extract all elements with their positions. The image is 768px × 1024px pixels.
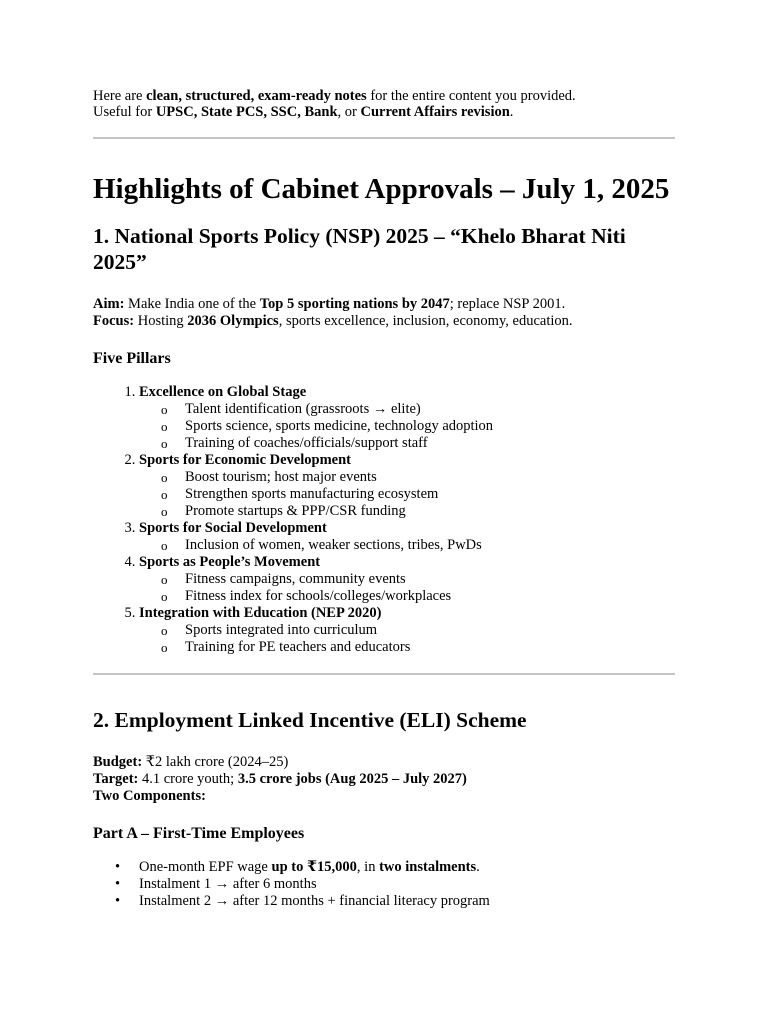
list-item: 5. Integration with Education (NEP 2020) o Sports integrated into curriculum o Training for PE teachers and educators [139, 605, 675, 656]
part-a-list [93, 859, 675, 910]
list-item: 2. Sports for Economic Development o Boost tourism; host major events o Strengthen sports manufacturing ecosystem o Promote startups & PPP/CSR funding [139, 452, 675, 520]
sub-list [139, 401, 675, 452]
list-item: o Inclusion of women, weaker sections, tribes, PwDs [185, 537, 675, 554]
list-item: 4. Sports as People’s Movement o Fitness campaigns, community events o Fitness index for schools/colleges/workplaces [139, 554, 675, 605]
aim-line: Aim: Make India one of the Top 5 sporting nations by 2047; replace NSP 2001. [93, 296, 566, 312]
sub-list [139, 537, 675, 554]
list-item: • One-month EPF wage up to ₹15,000, in two instalments. [139, 859, 675, 876]
list-item: • Instalment 1 → after 6 months [139, 876, 675, 893]
list-item: o Training for PE teachers and educators [185, 639, 675, 656]
list-item: o Boost tourism; host major events [185, 469, 675, 486]
section-1-summary [93, 296, 675, 330]
list-item: • Instalment 2 → after 12 months + financial literacy program [139, 893, 675, 910]
sub-list [139, 571, 675, 605]
list-item: o Promote startups & PPP/CSR funding [185, 503, 675, 520]
list-item: o Fitness campaigns, community events [185, 571, 675, 588]
focus-line: Focus: Hosting 2036 Olympics, sports excellence, inclusion, economy, education. [93, 313, 573, 329]
components-line: Two Components: [93, 788, 206, 804]
target-line: Target: 4.1 crore youth; 3.5 crore jobs (Aug 2025 – July 2027) [93, 771, 467, 787]
list-item: o Sports integrated into curriculum [185, 622, 675, 639]
section-2-summary [93, 754, 675, 805]
divider [93, 137, 675, 139]
document-page [93, 88, 675, 910]
part-a-heading: Part A – First-Time Employees [93, 825, 305, 842]
list-item: o Training of coaches/officials/support staff [185, 435, 675, 452]
sub-list [139, 469, 675, 520]
pillars-heading: Five Pillars [93, 350, 171, 367]
list-item: o Talent identification (grassroots → elite) [185, 401, 675, 418]
budget-line: Budget: ₹2 lakh crore (2024–25) [93, 754, 289, 770]
divider [93, 673, 675, 675]
intro-line-2: Useful for UPSC, State PCS, SSC, Bank, or Current Affairs revision. [93, 104, 514, 120]
main-title: Highlights of Cabinet Approvals – July 1, 2025 [93, 173, 670, 205]
section-1-title: 1. National Sports Policy (NSP) 2025 – “Khelo Bharat Niti 2025” [93, 224, 626, 274]
intro-line-1: Here are clean, structured, exam-ready notes for the entire content you provided. [93, 88, 576, 104]
sub-list [139, 622, 675, 656]
pillars-list [93, 384, 675, 656]
list-item: 1. Excellence on Global Stage o Talent identification (grassroots → elite) o Sports science, sports medicine, technology adoption o Training of coaches/officials/support staff [139, 384, 675, 452]
section-2-title: 2. Employment Linked Incentive (ELI) Scheme [93, 708, 527, 732]
list-item: o Fitness index for schools/colleges/workplaces [185, 588, 675, 605]
list-item: o Strengthen sports manufacturing ecosystem [185, 486, 675, 503]
list-item: o Sports science, sports medicine, technology adoption [185, 418, 675, 435]
list-item: 3. Sports for Social Development o Inclusion of women, weaker sections, tribes, PwDs [139, 520, 675, 554]
intro [93, 88, 675, 120]
